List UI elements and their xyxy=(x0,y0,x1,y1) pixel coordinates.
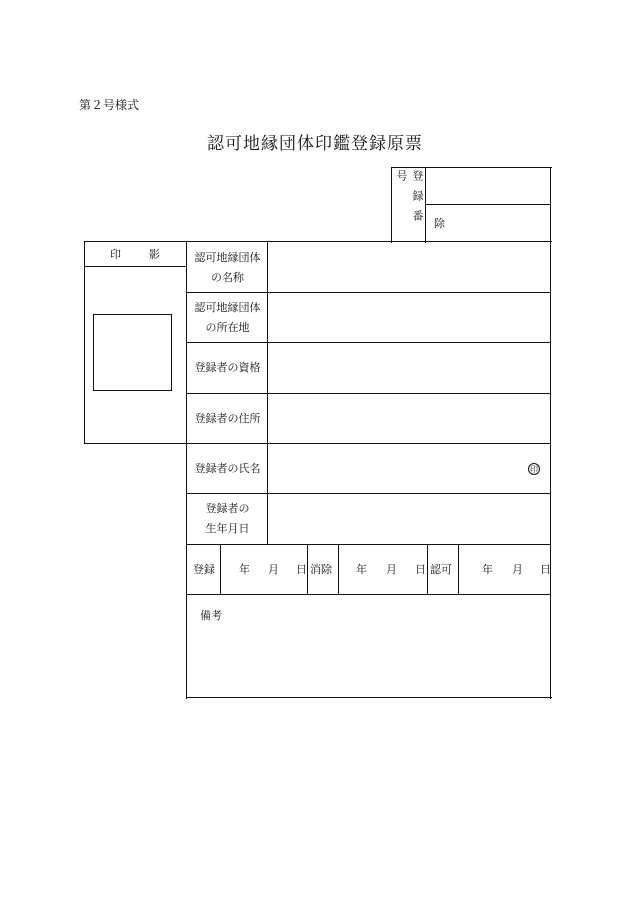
date-divider-5 xyxy=(458,544,459,594)
approve-month-unit: 月 xyxy=(512,563,523,576)
register-date-label: 登録 xyxy=(193,563,215,576)
main-bottom-border xyxy=(186,697,552,698)
registrant-address-label: 登録者の住所 xyxy=(194,411,261,425)
seal-header-line xyxy=(84,266,186,267)
remove-day-unit: 日 xyxy=(415,563,426,576)
regno-top-border xyxy=(391,167,552,168)
approve-date-field[interactable] xyxy=(460,546,481,593)
main-top-border xyxy=(84,241,552,242)
row-separator-6 xyxy=(187,544,551,545)
seal-bottom-border xyxy=(84,443,188,444)
regno-label: 登録番号 xyxy=(395,170,424,230)
regno-field[interactable] xyxy=(427,169,550,203)
registrant-qualification-label: 登録者の資格 xyxy=(194,361,261,374)
seal-impression-box[interactable] xyxy=(93,314,172,391)
regno-right-border xyxy=(550,167,551,243)
seal-mark-icon: 印 xyxy=(530,464,538,474)
row-separator-7 xyxy=(187,594,551,595)
remove-month-unit: 月 xyxy=(386,563,397,576)
group-address-label: 認可地縁団体 の所在地 xyxy=(194,300,261,334)
remove-date-field[interactable] xyxy=(340,546,355,593)
registrant-qualification-field[interactable] xyxy=(269,343,550,393)
regno-mid-line xyxy=(425,204,551,205)
remove-date-label: 消除 xyxy=(310,563,332,576)
approve-year-unit: 年 xyxy=(482,563,493,576)
remarks-label: 備考 xyxy=(200,609,222,622)
remarks-field[interactable] xyxy=(188,628,550,696)
regno-removal-field[interactable] xyxy=(455,206,550,241)
group-address-field[interactable] xyxy=(269,293,550,342)
register-year-unit: 年 xyxy=(239,563,250,576)
date-divider-2 xyxy=(307,544,308,594)
group-name-label: 認可地縁団体 の名称 xyxy=(194,250,261,284)
seal-left-border xyxy=(84,241,85,444)
seal-impression-label: 印 影 xyxy=(110,248,162,261)
registrant-birthdate-field[interactable] xyxy=(269,494,550,544)
registrant-address-field[interactable] xyxy=(269,394,550,443)
registrant-name-field[interactable] xyxy=(269,444,550,493)
register-date-field[interactable] xyxy=(222,546,238,593)
registrant-name-label: 登録者の氏名 xyxy=(194,461,261,475)
register-month-unit: 月 xyxy=(268,563,279,576)
page-title: 認可地縁団体印鑑登録原票 xyxy=(207,134,423,154)
date-divider-3 xyxy=(338,544,339,594)
regno-removal-label: 除 xyxy=(434,217,445,230)
form-number: 第２号様式 xyxy=(79,98,140,112)
approve-date-label: 認可 xyxy=(430,563,452,576)
remove-year-unit: 年 xyxy=(356,563,367,576)
main-left-border xyxy=(186,241,187,699)
register-day-unit: 日 xyxy=(296,563,307,576)
regno-left-border xyxy=(391,167,392,243)
approve-day-unit: 日 xyxy=(540,563,551,576)
date-divider-4 xyxy=(427,544,428,594)
regno-divider xyxy=(425,167,426,243)
group-name-field[interactable] xyxy=(269,243,550,292)
main-right-border xyxy=(550,241,551,699)
date-divider-1 xyxy=(220,544,221,594)
registrant-birthdate-label: 登録者の 生年月日 xyxy=(205,502,250,535)
